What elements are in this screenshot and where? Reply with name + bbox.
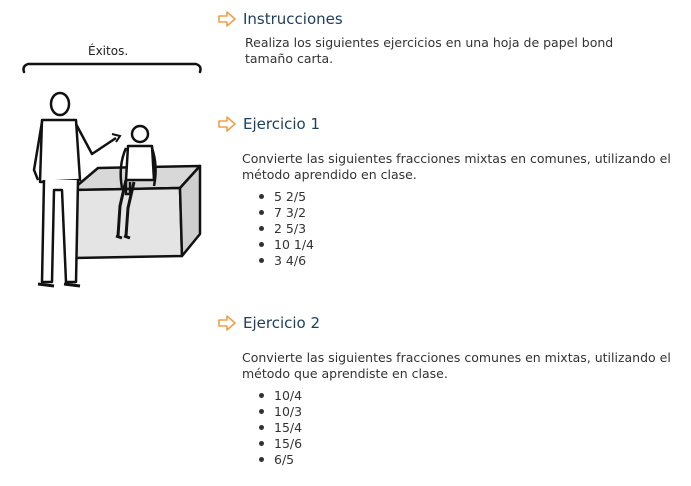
list-item: 10/4	[257, 388, 682, 404]
exercise-2-section	[218, 313, 682, 468]
list-item: 15/6	[257, 436, 682, 452]
exercise-2-text: Convierte las siguientes fracciones comunes en mixtas, utilizando el método que aprendiste en clase.	[242, 350, 671, 381]
arrow-right-outline-icon	[218, 11, 236, 27]
exercise-1-heading: Ejercicio 1	[243, 115, 321, 133]
instructions-text: Realiza los siguientes ejercicios en una hoja de papel bond tamaño carta.	[245, 35, 614, 66]
bullet-icon	[259, 441, 264, 446]
list-item: 2 5/3	[257, 221, 682, 237]
exercise-1-list	[257, 189, 682, 269]
list-item: 3 4/6	[257, 253, 682, 269]
exercise-2-list	[257, 388, 682, 468]
bullet-icon	[259, 194, 264, 199]
arrow-right-outline-icon	[218, 116, 236, 132]
list-item: 5 2/5	[257, 189, 682, 205]
bullet-icon	[259, 393, 264, 398]
instructions-heading: Instrucciones	[243, 10, 343, 28]
list-item: 15/4	[257, 420, 682, 436]
list-item: 6/5	[257, 452, 682, 468]
bullet-icon	[259, 242, 264, 247]
bullet-icon	[259, 425, 264, 430]
teacher-figure-image	[20, 30, 210, 292]
exercise-1-text: Convierte las siguientes fracciones mixtas en comunes, utilizando el método aprendido en clase.	[242, 151, 671, 182]
instructions-section	[218, 9, 665, 67]
arrow-right-outline-icon	[218, 315, 236, 331]
speech-bubble-text: Éxitos.	[88, 44, 129, 58]
list-item: 10 1/4	[257, 237, 682, 253]
exercise-1-section	[218, 114, 682, 269]
bullet-icon	[259, 457, 264, 462]
exercise-2-heading: Ejercicio 2	[243, 314, 321, 332]
bullet-icon	[259, 226, 264, 231]
list-item: 10/3	[257, 404, 682, 420]
bullet-icon	[259, 409, 264, 414]
bullet-icon	[259, 210, 264, 215]
list-item: 7 3/2	[257, 205, 682, 221]
teacher-illustration	[20, 30, 210, 292]
bullet-icon	[259, 258, 264, 263]
